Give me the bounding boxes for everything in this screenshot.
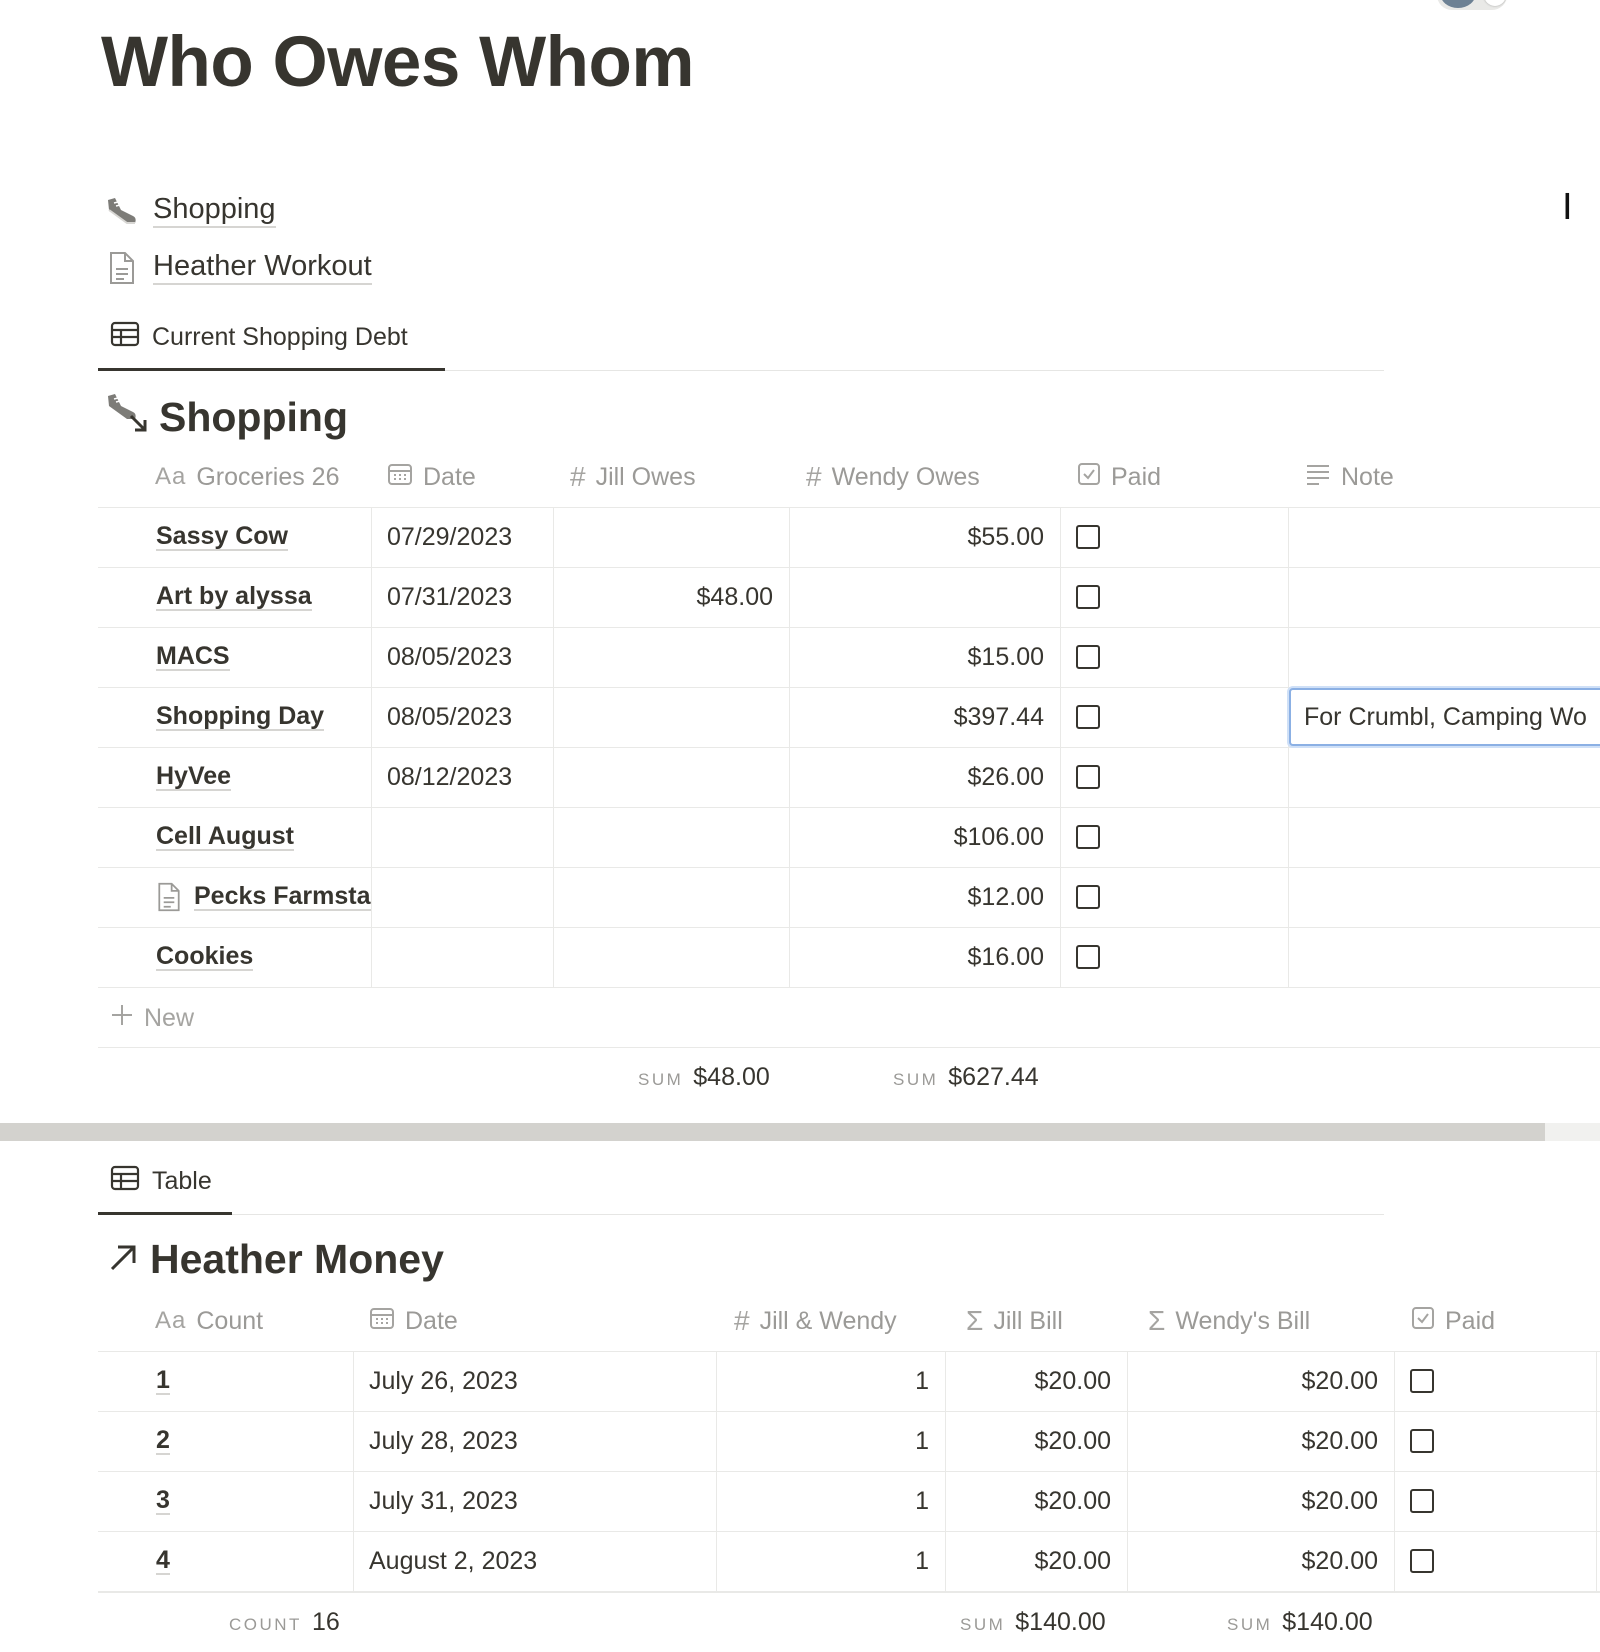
jill-wendy-cell[interactable]: 1 (915, 1546, 929, 1575)
jill-owes-cell[interactable] (553, 928, 773, 986)
table-icon (110, 321, 140, 354)
checkbox-box (1076, 945, 1100, 969)
tab-current-shopping-debt[interactable] (110, 317, 408, 357)
tab-label: Current Shopping Debt (152, 322, 408, 351)
text-lines-icon (1305, 462, 1331, 493)
tab-divider (98, 1214, 1384, 1215)
jill-bill-cell: $20.00 (1034, 1426, 1111, 1455)
row-name: Art by alyssa (156, 581, 312, 610)
text-cursor-icon: I (1562, 187, 1573, 228)
column-label: Jill & Wendy (759, 1306, 897, 1335)
calendar-icon (387, 461, 413, 494)
db-title-text: Shopping (159, 393, 349, 440)
tab-label: Table (152, 1166, 212, 1195)
calc-value: $48.00 (693, 1063, 770, 1091)
new-row-button[interactable] (110, 990, 194, 1046)
row-count-cell[interactable] (156, 1352, 170, 1410)
paid-checkbox[interactable] (1076, 808, 1100, 866)
note-cell-editing[interactable] (1289, 688, 1600, 746)
paid-checkbox[interactable] (1076, 688, 1100, 746)
row-name-cell[interactable] (156, 868, 371, 926)
row-name: Cookies (156, 941, 254, 970)
column-header-wendy-owes[interactable] (806, 455, 980, 499)
column-divider (1394, 1351, 1395, 1591)
column-label: Jill Owes (595, 462, 696, 491)
column-label: Paid (1111, 462, 1162, 491)
row-divider (98, 1047, 1600, 1048)
date-cell[interactable]: 08/12/2023 (387, 762, 513, 791)
note-text: For Crumbl, Camping Wo (1304, 702, 1587, 731)
row-count: 4 (156, 1545, 170, 1574)
checkbox-box (1076, 705, 1100, 729)
row-name: MACS (156, 641, 230, 670)
paid-checkbox[interactable] (1410, 1472, 1434, 1530)
calc-value: $140.00 (1282, 1608, 1373, 1636)
row-name-cell[interactable] (156, 628, 230, 686)
wendy-bill-cell: $20.00 (1301, 1366, 1378, 1395)
text-type-icon: Aa (155, 1307, 187, 1334)
link-label: Heather Workout (153, 251, 372, 285)
date-cell[interactable]: July 31, 2023 (369, 1486, 518, 1515)
column-label: Date (405, 1306, 458, 1335)
wendy-owes-cell[interactable]: $12.00 (967, 882, 1044, 911)
date-cell[interactable]: July 26, 2023 (369, 1366, 518, 1395)
sum-jill-bill[interactable] (960, 1608, 1106, 1637)
jill-wendy-cell[interactable]: 1 (915, 1486, 929, 1515)
jill-bill-cell: $20.00 (1034, 1366, 1111, 1395)
tab-table[interactable] (110, 1161, 212, 1201)
column-label: Paid (1445, 1306, 1496, 1335)
shopping-db-title[interactable] (105, 392, 348, 442)
active-tab-indicator (98, 1212, 232, 1215)
calc-key: COUNT (229, 1615, 302, 1634)
column-label: Wendy Owes (831, 462, 980, 491)
db-title-text: Heather Money (150, 1236, 444, 1282)
date-cell[interactable]: July 28, 2023 (369, 1426, 518, 1455)
date-cell[interactable]: 07/29/2023 (387, 522, 513, 551)
calendar-icon (369, 1305, 395, 1338)
column-header-jill-bill[interactable] (966, 1299, 1063, 1343)
jill-wendy-cell[interactable]: 1 (915, 1426, 929, 1455)
row-name: Shopping Day (156, 701, 325, 730)
column-header-date[interactable] (369, 1299, 458, 1343)
paid-checkbox[interactable] (1076, 748, 1100, 806)
checkbox-box (1410, 1549, 1434, 1573)
text-type-icon: Aa (155, 463, 187, 490)
jill-owes-cell[interactable]: $48.00 (696, 582, 773, 611)
calc-key: SUM (638, 1070, 684, 1089)
wendy-owes-cell[interactable]: $55.00 (967, 522, 1044, 551)
column-label: Jill Bill (993, 1306, 1063, 1335)
sum-jill-owes[interactable] (638, 1063, 770, 1092)
paid-checkbox[interactable] (1076, 568, 1100, 626)
paid-checkbox[interactable] (1076, 928, 1100, 986)
paid-checkbox[interactable] (1410, 1412, 1434, 1470)
calc-key: SUM (893, 1070, 939, 1089)
checkbox-box (1076, 885, 1100, 909)
link-label: Shopping (153, 194, 276, 228)
column-label: Count (196, 1306, 264, 1335)
checkbox-box (1076, 645, 1100, 669)
wendy-bill-cell: $20.00 (1301, 1426, 1378, 1455)
row-count: 3 (156, 1485, 170, 1514)
row-name-cell[interactable] (156, 568, 312, 626)
link-shopping[interactable] (105, 189, 276, 233)
column-label: Wendy's Bill (1175, 1306, 1311, 1335)
checkbox-box (1076, 585, 1100, 609)
document-icon (105, 251, 139, 285)
column-header-date[interactable] (387, 455, 476, 499)
number-type-icon: # (734, 1305, 750, 1336)
checkbox-box (1076, 525, 1100, 549)
paid-checkbox[interactable] (1076, 868, 1100, 926)
calc-value: $627.44 (948, 1063, 1039, 1091)
heather-db-title[interactable] (108, 1236, 444, 1283)
row-count: 2 (156, 1425, 170, 1454)
row-name-cell[interactable] (156, 508, 288, 566)
row-name: Sassy Cow (156, 521, 289, 550)
horizontal-scrollbar-thumb[interactable] (0, 1123, 1545, 1141)
paid-checkbox[interactable] (1410, 1352, 1434, 1410)
checkbox-box (1410, 1429, 1434, 1453)
document-icon (156, 882, 182, 912)
formula-type-icon: Σ (1148, 1305, 1166, 1336)
jill-owes-cell[interactable] (553, 508, 773, 566)
row-count-cell[interactable] (156, 1412, 170, 1470)
row-count: 1 (156, 1365, 170, 1394)
date-cell[interactable]: 07/31/2023 (387, 582, 513, 611)
sneaker-link-icon (105, 392, 149, 442)
column-header-jill-wendy[interactable] (734, 1299, 897, 1343)
column-header-wendy-bill[interactable] (1148, 1299, 1310, 1343)
column-divider (1060, 507, 1061, 987)
column-header-note[interactable] (1305, 455, 1394, 499)
column-header-count[interactable] (155, 1299, 263, 1343)
sum-wendy-owes[interactable] (893, 1063, 1039, 1092)
checkbox-type-icon (1411, 1306, 1435, 1337)
jill-owes-cell[interactable] (553, 808, 773, 866)
row-name-cell[interactable] (156, 928, 253, 986)
column-divider (1288, 507, 1289, 987)
jill-wendy-cell[interactable]: 1 (915, 1366, 929, 1395)
row-divider (98, 1591, 1600, 1593)
row-name: HyVee (156, 761, 232, 790)
page-title: Who Owes Whom (101, 23, 695, 102)
jill-bill-cell: $20.00 (1034, 1486, 1111, 1515)
date-cell[interactable]: 08/05/2023 (387, 642, 513, 671)
sneaker-icon (105, 194, 139, 228)
formula-type-icon: Σ (966, 1305, 984, 1336)
checkbox-box (1076, 825, 1100, 849)
active-tab-indicator (98, 368, 445, 371)
calc-key: SUM (1227, 1615, 1273, 1634)
jill-owes-cell[interactable] (553, 688, 773, 746)
jill-bill-cell: $20.00 (1034, 1546, 1111, 1575)
jill-owes-cell[interactable] (553, 748, 773, 806)
row-name-cell[interactable] (156, 748, 231, 806)
sum-wendy-bill[interactable] (1227, 1608, 1373, 1637)
column-header-name[interactable] (155, 455, 339, 499)
paid-checkbox[interactable] (1076, 628, 1100, 686)
column-divider (371, 507, 372, 987)
wendy-owes-cell[interactable]: $397.44 (953, 702, 1044, 731)
calc-value: $140.00 (1015, 1608, 1106, 1636)
wendy-owes-cell[interactable]: $15.00 (967, 642, 1044, 671)
link-heather-workout[interactable] (105, 246, 372, 290)
paid-checkbox[interactable] (1076, 508, 1100, 566)
jill-owes-cell[interactable] (553, 868, 773, 926)
column-header-jill-owes[interactable] (570, 455, 696, 499)
row-name-cell[interactable] (156, 808, 294, 866)
arrow-up-right-icon (108, 1236, 140, 1283)
row-name: Cell August (156, 821, 294, 850)
row-count-cell[interactable] (156, 1472, 170, 1530)
checkbox-box (1076, 765, 1100, 789)
column-header-paid[interactable] (1411, 1299, 1495, 1343)
paid-checkbox[interactable] (1410, 1532, 1434, 1590)
row-divider (98, 987, 1600, 988)
calc-key: SUM (960, 1615, 1006, 1634)
date-cell[interactable]: August 2, 2023 (369, 1546, 538, 1575)
row-count-cell[interactable] (156, 1532, 170, 1590)
jill-owes-cell[interactable] (553, 628, 773, 686)
new-label: New (144, 1003, 195, 1032)
checkbox-box (1410, 1489, 1434, 1513)
table-icon (110, 1165, 140, 1198)
row-name-cell[interactable] (156, 688, 324, 746)
wendy-owes-cell[interactable]: $106.00 (953, 822, 1044, 851)
checkbox-box (1410, 1369, 1434, 1393)
wendy-owes-cell[interactable] (789, 568, 1044, 626)
wendy-bill-cell: $20.00 (1301, 1546, 1378, 1575)
number-type-icon: # (806, 461, 822, 492)
column-divider (353, 1351, 354, 1591)
column-divider (1596, 1351, 1597, 1591)
count-summary[interactable] (229, 1608, 340, 1637)
wendy-owes-cell[interactable]: $16.00 (967, 942, 1044, 971)
plus-icon (110, 1003, 134, 1034)
calc-value: 16 (311, 1608, 340, 1636)
wendy-bill-cell: $20.00 (1301, 1486, 1378, 1515)
column-label: Groceries 26 (196, 462, 340, 491)
row-name: Pecks Farmsta (194, 881, 371, 910)
column-label: Note (1341, 462, 1394, 491)
wendy-owes-cell[interactable]: $26.00 (967, 762, 1044, 791)
checkbox-type-icon (1077, 462, 1101, 493)
column-label: Date (423, 462, 476, 491)
number-type-icon: # (570, 461, 586, 492)
date-cell[interactable]: 08/05/2023 (387, 702, 513, 731)
column-header-paid[interactable] (1077, 455, 1161, 499)
